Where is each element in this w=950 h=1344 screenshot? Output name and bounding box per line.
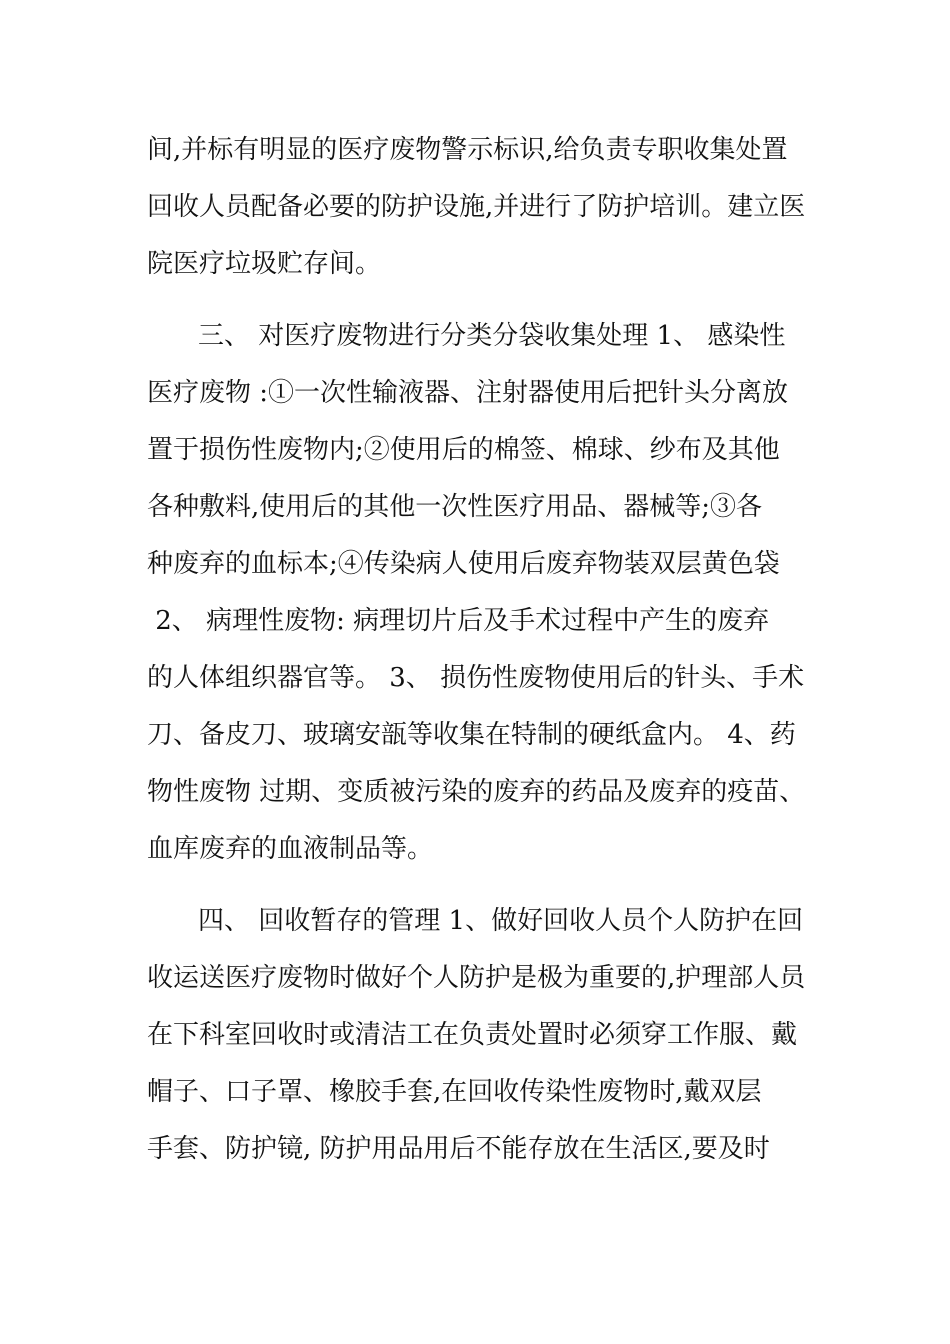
text-line: 手套、防护镜, 防护用品用后不能存放在生活区,要及时 (147, 1134, 770, 1164)
text-line: 在下科室回收时或清洁工在负责处置时必须穿工作服、戴 (147, 1020, 798, 1050)
text-line: 2、 病理性废物: 病理切片后及手术过程中产生的废弃 (147, 606, 770, 636)
text-line: 刀、备皮刀、玻璃安瓿等收集在特制的硬纸盒内。 4、药 (147, 720, 796, 750)
text-line: 帽子、口子罩、橡胶手套,在回收传染性废物时,戴双层 (147, 1077, 762, 1107)
text-line: 收运送医疗废物时做好个人防护是极为重要的,护理部人员 (147, 963, 806, 993)
text-line: 回收人员配备必要的防护设施,并进行了防护培训。建立医 (147, 192, 806, 222)
text-line: 医疗废物 :①一次性输液器、注射器使用后把针头分离放 (147, 378, 789, 408)
text-line: 院医疗垃圾贮存间。 (147, 249, 382, 279)
text-line: 四、 回收暂存的管理 1、做好回收人员个人防护在回 (198, 906, 804, 936)
text-line: 间,并标有明显的医疗废物警示标识,给负责专职收集处置 (147, 135, 788, 165)
text-line: 三、 对医疗废物进行分类分袋收集处理 1、 感染性 (198, 321, 786, 351)
text-line: 种废弃的血标本;④传染病人使用后废弃物装双层黄色袋 (147, 549, 780, 579)
text-line: 置于损伤性废物内;②使用后的棉签、棉球、纱布及其他 (147, 435, 780, 465)
text-line: 血库废弃的血液制品等。 (147, 834, 434, 864)
text-line: 物性废物 过期、变质被污染的废弃的药品及废弃的疫苗、 (147, 777, 806, 807)
text-line: 的人体组织器官等。 3、 损伤性废物使用后的针头、手术 (147, 663, 805, 693)
text-line: 各种敷料,使用后的其他一次性医疗用品、器械等;③各 (147, 492, 763, 522)
